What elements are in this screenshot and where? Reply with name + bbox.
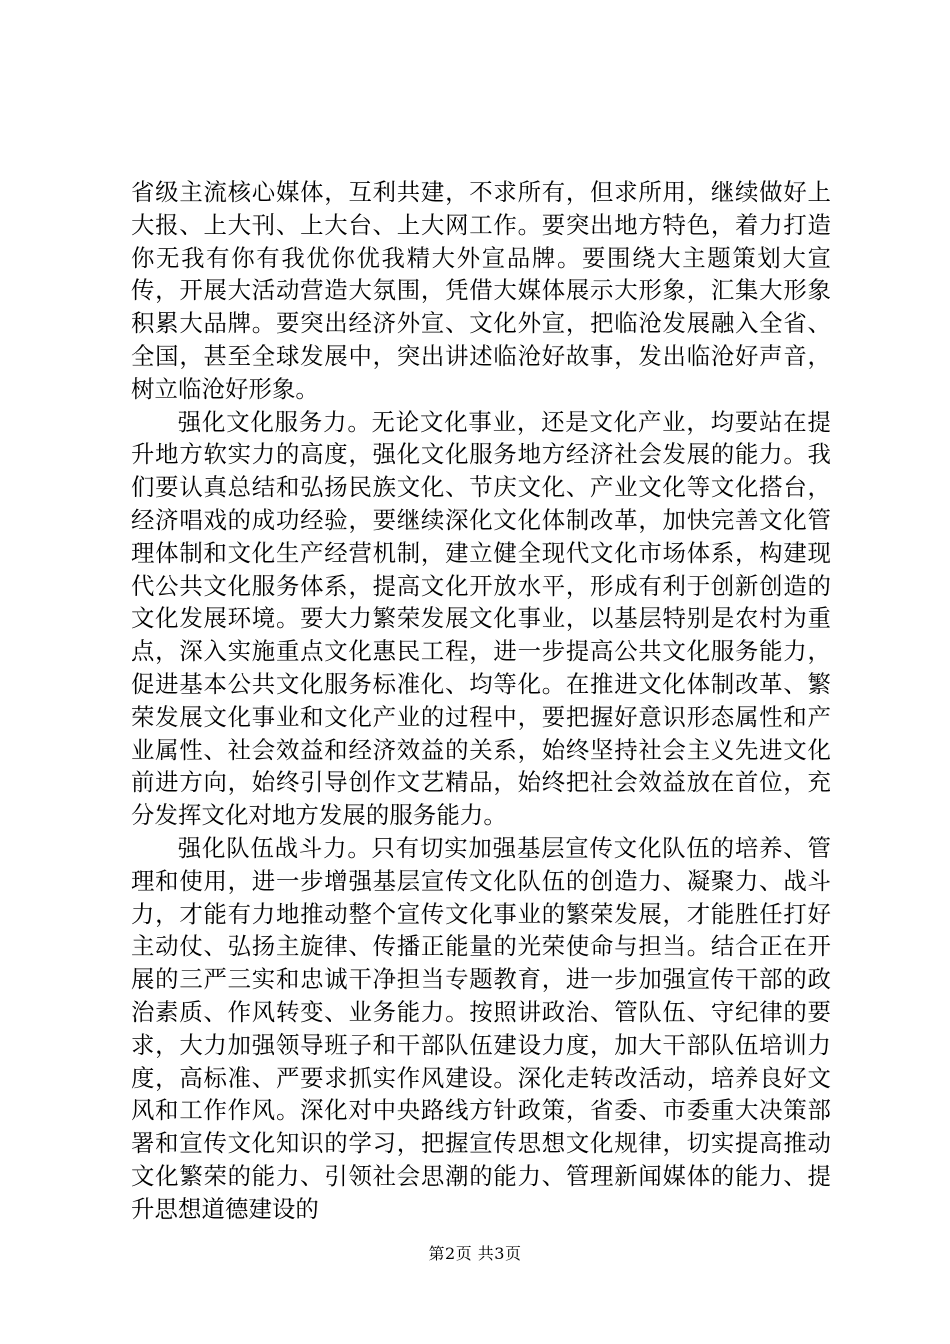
document-body [131, 176, 831, 1226]
page-footer: 第2页 共3页 [428, 1244, 522, 1263]
paragraph-cultural-service: 强化文化服务力。无论文化事业，还是文化产业，均要站在提升地方软实力的高度，强化文化服务地方经济社会发展的能力。我们要认真总结和弘扬民族文化、节庆文化、产业文化等文化搭台，经济唱戏的成功经验，要继续深化文化体制改革，加快完善文化管理体制和文化生产经营机制，建立健全现代文化市场体系，构建现代公共文化服务体系，提高文化开放水平，形成有利于创新创造的文化发展环境。要大力繁荣发展文化事业，以基层特别是农村为重点，深入实施重点文化惠民工程，进一步提高公共文化服务能力，促进基本公共文化服务标准化、均等化。在推进文化体制改革、繁荣发展文化事业和文化产业的过程中，要把握好意识形态属性和产业属性、社会效益和经济效益的关系，始终坚持社会主义先进文化前进方向，始终引导创作文艺精品，始终把社会效益放在首位，充分发挥文化对地方发展的服务能力。 [131, 407, 831, 830]
paragraph-team-capability: 强化队伍战斗力。只有切实加强基层宣传文化队伍的培养、管理和使用，进一步增强基层宣传文化队伍的创造力、凝聚力、战斗力，才能有力地推动整个宣传文化事业的繁荣发展，才能胜任打好主动仗、弘扬主旋律、传播正能量的光荣使命与担当。结合正在开展的三严三实和忠诚干净担当专题教育，进一步加强宣传干部的政治素质、作风转变、业务能力。按照讲政治、管队伍、守纪律的要求，大力加强领导班子和干部队伍建设力度，加大干部队伍培训力度，高标准、严要求抓实作风建设。深化走转改活动，培养良好文风和工作作风。深化对中央路线方针政策，省委、市委重大决策部署和宣传文化知识的学习，把握宣传思想文化规律，切实提高推动文化繁荣的能力、引领社会思潮的能力、管理新闻媒体的能力、提升思想道德建设的 [131, 833, 831, 1223]
paragraph-external-publicity: 省级主流核心媒体，互利共建，不求所有，但求所用，继续做好上大报、上大刊、上大台、上大网工作。要突出地方特色，着力打造你无我有你有我优你优我精大外宣品牌。要围绕大主题策划大宣传，开展大活动营造大氛围，凭借大媒体展示大形象，汇集大形象积累大品牌。要突出经济外宣、文化外宣，把临沧发展融入全省、全国，甚至全球发展中，突出讲述临沧好故事，发出临沧好声音，树立临沧好形象。 [131, 178, 831, 403]
